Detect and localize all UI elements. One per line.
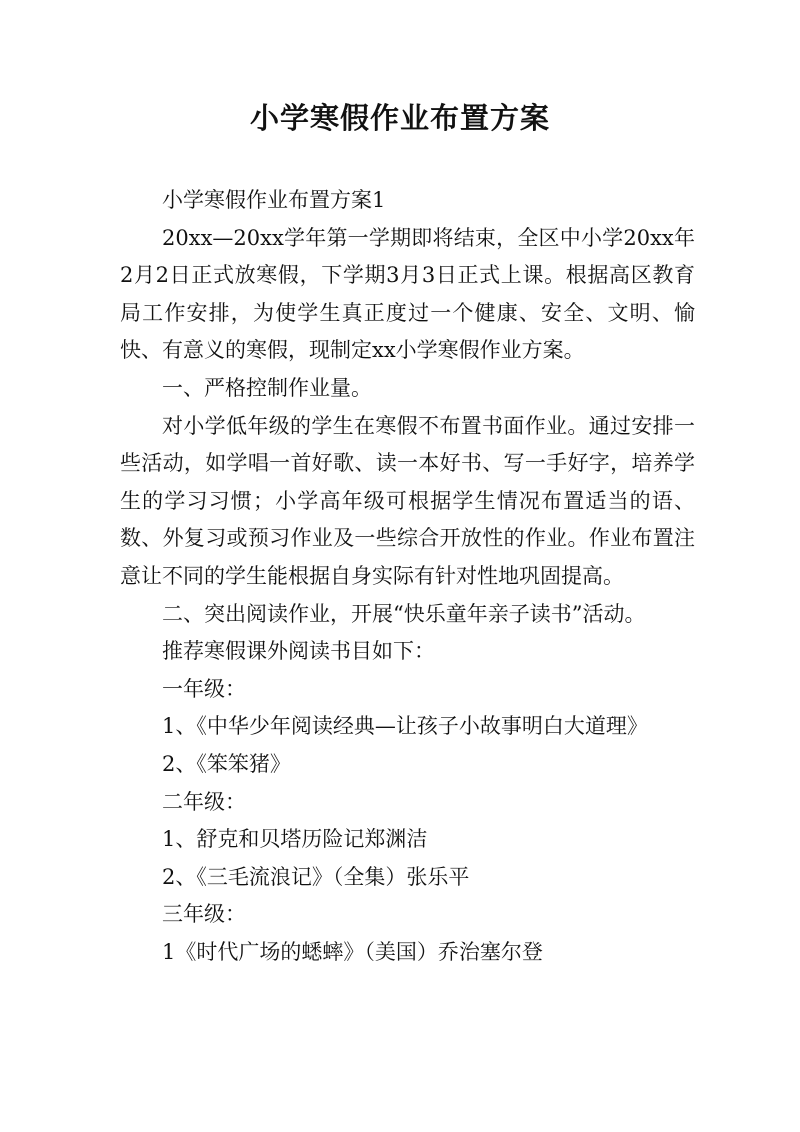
grade-two-heading: 二年级：: [162, 789, 246, 814]
list-item: 1《时代广场的蟋蟀》（美国）乔治塞尔登: [162, 939, 543, 964]
list-item: 2、《三毛流浪记》（全集）张乐平: [162, 864, 470, 889]
intro-paragraph: 20xx—20xx学年第一学期即将结束，全区中小学20xx年2月2日正式放寒假，下学期3月3日正式上课。根据高区教育局工作安排，为使学生真正度过一个健康、安全、文明、愉快、有意义的寒假，现制定xx小学寒假作业方案。: [120, 225, 695, 363]
reading-list-intro: 推荐寒假课外阅读书目如下：: [162, 639, 435, 664]
list-item: 2、《笨笨猪》: [162, 751, 291, 776]
grade-three-heading: 三年级：: [162, 902, 246, 927]
section-heading: 小学寒假作业布置方案1: [162, 188, 386, 212]
point-one-paragraph: 对小学低年级的学生在寒假不布置书面作业。通过安排一些活动，如学唱一首好歌、读一本好书、写一手好字，培养学生的学习习惯；小学高年级可根据学生情况布置适当的语、数、外复习或预习作业及一些综合开放性的作业。作业布置注意让不同的学生能根据自身实际有针对性地巩固提高。: [120, 413, 695, 588]
list-item: 1、《中华少年阅读经典—让孩子小故事明白大道理》: [162, 714, 648, 739]
point-two-heading: 二、突出阅读作业，开展“快乐童年亲子读书”活动。: [162, 601, 646, 626]
grade-one-heading: 一年级：: [162, 676, 246, 701]
list-item: 1、舒克和贝塔历险记郑渊洁: [162, 827, 428, 852]
point-one-heading: 一、严格控制作业量。: [162, 375, 372, 400]
document-body: [120, 182, 695, 971]
document-title: 小学寒假作业布置方案: [249, 101, 550, 135]
